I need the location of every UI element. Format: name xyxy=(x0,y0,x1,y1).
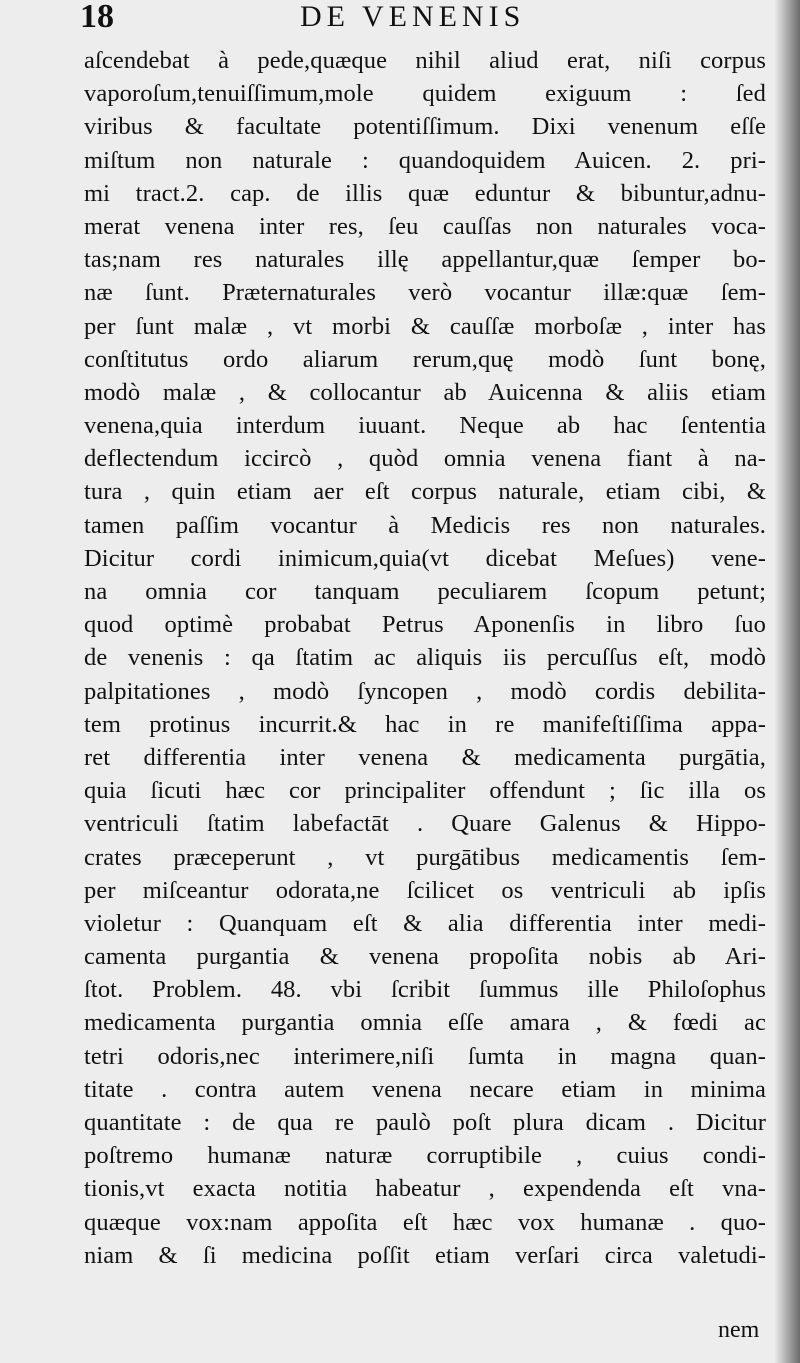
text-line: ſtot. Problem. 48. vbi ſcribit ſummus ille Philoſophus xyxy=(84,976,766,1004)
page-number: 18 xyxy=(80,0,114,35)
catchword: nem xyxy=(718,1317,760,1343)
text-line: quia ſicuti hæc cor principaliter offendunt ; ſic illa os xyxy=(84,777,766,805)
text-line: ret differentia inter venena & medicamenta purgātia, xyxy=(84,743,766,771)
text-line: tem protinus incurrit.& hac in re manifeſtiſſima appa- xyxy=(84,710,766,738)
body-text xyxy=(84,44,766,1272)
text-line: merat venena inter res, ſeu cauſſas non naturales voca- xyxy=(84,212,766,240)
text-line: deflectendum iccircò , quòd omnia venena fiant à na- xyxy=(84,445,766,473)
text-line: na omnia cor tanquam peculiarem ſcopum petunt; xyxy=(84,578,766,605)
text-line: de venenis : qa ſtatim ac aliquis iis percuſſus eſt, modò xyxy=(84,644,766,672)
text-line: quod optimè probabat Petrus Aponenſis in libro ſuo xyxy=(84,611,766,639)
text-line: miſtum non naturale : quandoquidem Auicen. 2. pri- xyxy=(84,146,766,174)
text-line: mi tract.2. cap. de illis quæ eduntur & bibuntur,adnu- xyxy=(84,179,766,207)
text-line: tamen paſſim vocantur à Medicis res non naturales. xyxy=(84,511,766,539)
text-line: per ſunt malæ , vt morbi & cauſſæ morboſæ , inter has xyxy=(84,312,766,340)
text-line: palpitationes , modò ſyncopen , modò cordis debilita- xyxy=(84,677,766,705)
text-line: viribus & facultate potentiſſimum. Dixi venenum eſſe xyxy=(84,113,766,141)
text-line: poſtremo humanæ naturæ corruptibile , cuius condi- xyxy=(84,1142,766,1170)
text-line: titate . contra autem venena necare etiam in minima xyxy=(84,1075,766,1103)
text-line: tetri odoris,nec interimere,niſi ſumta in magna quan- xyxy=(84,1042,766,1070)
text-line: quæque vox:nam appoſita eſt hæc vox humanæ . quo- xyxy=(84,1208,766,1236)
text-line: camenta purgantia & venena propoſita nobis ab Ari- xyxy=(84,943,766,971)
text-line: venena,quia interdum iuuant. Neque ab hac ſententia xyxy=(84,412,766,440)
text-line: niam & ſi medicina poſſit etiam verſari circa valetudi- xyxy=(84,1241,766,1269)
text-line: violetur : Quanquam eſt & alia differentia inter medi- xyxy=(84,909,766,937)
text-line: crates præceperunt , vt purgātibus medicamentis ſem- xyxy=(84,843,766,871)
text-line: modò malæ , & collocantur ab Auicenna & aliis etiam xyxy=(84,378,766,406)
text-line: medicamenta purgantia omnia eſſe amara , & fœdi ac xyxy=(84,1009,766,1037)
text-line: vaporoſum,tenuiſſimum,mole quidem exiguum : ſed xyxy=(84,80,766,108)
text-line: tas;nam res naturales illę appellantur,quæ ſemper bo- xyxy=(84,246,766,274)
text-line: Dicitur cordi inimicum,quia(vt dicebat Meſues) vene- xyxy=(84,544,766,572)
page-header xyxy=(80,0,780,38)
text-line: aſcendebat à pede,quæque nihil aliud erat, niſi corpus xyxy=(84,47,766,74)
text-line: tura , quin etiam aer eſt corpus naturale, etiam cibi, & xyxy=(84,478,766,506)
text-line: per miſceantur odorata,ne ſcilicet os ventriculi ab ipſis xyxy=(84,876,766,904)
text-line: conſtitutus ordo aliarum rerum,quę modò ſunt bonę, xyxy=(84,345,766,373)
running-head: DE VENENIS xyxy=(300,0,526,33)
text-line: tionis,vt exacta notitia habeatur , expendenda eſt vna- xyxy=(84,1175,766,1203)
text-line: ventriculi ſtatim labefactāt . Quare Galenus & Hippo- xyxy=(84,810,766,838)
text-line: næ ſunt. Præternaturales verò vocantur illæ:quæ ſem- xyxy=(84,279,766,307)
text-line: quantitate : de qua re paulò poſt plura dicam . Dicitur xyxy=(84,1109,766,1136)
